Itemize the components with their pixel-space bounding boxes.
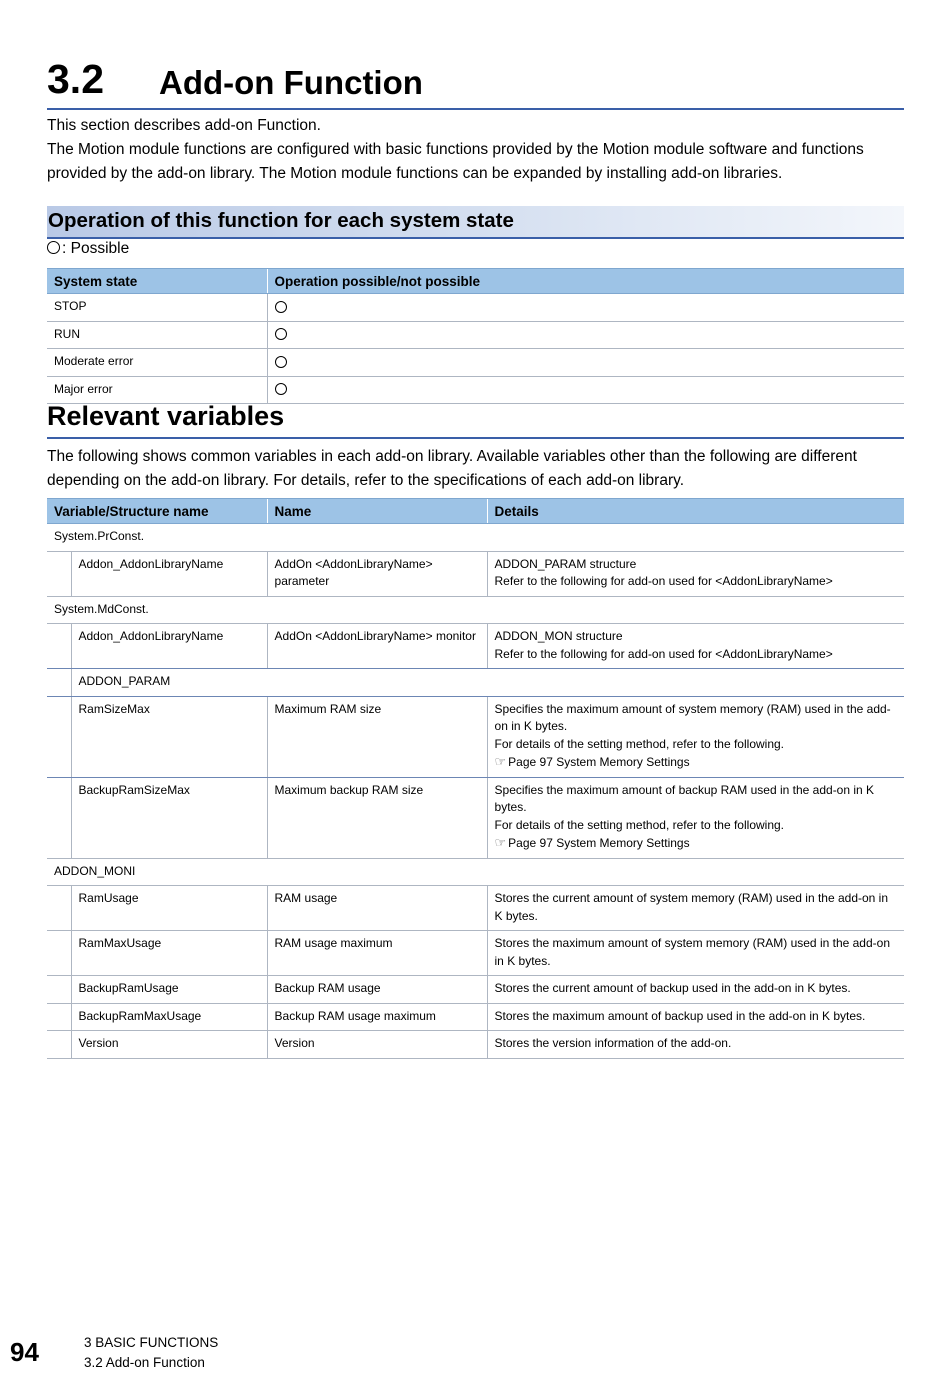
operation-heading: Operation of this function for each system state — [48, 209, 514, 232]
variable-cell: RamSizeMax — [71, 696, 267, 777]
section-title-text: Add-on Function — [159, 64, 423, 101]
circle-icon — [275, 356, 287, 368]
name-cell: AddOn <AddonLibraryName> monitor — [267, 624, 487, 669]
table-row — [47, 696, 904, 777]
name-cell: RAM usage — [267, 886, 487, 931]
indent-cell — [47, 777, 71, 858]
pointing-hand-icon: ☞ — [494, 754, 507, 769]
name-line: parameter — [274, 574, 330, 588]
operation-heading-bar — [47, 206, 904, 239]
possible-legend — [47, 240, 129, 258]
reference-text[interactable]: Page 97 System Memory Settings — [508, 836, 690, 850]
name-cell: RAM usage maximum — [267, 931, 487, 976]
page-number: 94 — [10, 1337, 39, 1367]
intro-line-1: This section describes add-on Function. — [47, 117, 321, 134]
details-line: ADDON_PARAM structure — [494, 556, 637, 571]
group-label: ADDON_PARAM — [71, 669, 904, 697]
group-label: ADDON_MONI — [47, 858, 904, 886]
table-row — [47, 551, 904, 596]
table-header-row — [47, 499, 904, 524]
name-cell: Backup RAM usage — [267, 976, 487, 1004]
name-line: AddOn <AddonLibraryName> — [274, 556, 433, 571]
column-header: Variable/Structure name — [47, 499, 267, 524]
table-row — [47, 931, 904, 976]
details-cell — [487, 624, 904, 669]
name-cell: Version — [267, 1031, 487, 1059]
intro-text — [47, 114, 904, 186]
details-cell: Stores the current amount of backup used in the add-on in K bytes. — [487, 976, 904, 1004]
indent-cell — [47, 976, 71, 1004]
table-row — [47, 624, 904, 669]
indent-cell — [47, 551, 71, 596]
indent-cell — [47, 1031, 71, 1059]
operation-table — [47, 268, 904, 404]
variable-cell: Addon_AddonLibraryName — [71, 624, 267, 669]
column-header: System state — [47, 269, 267, 294]
system-state-cell: STOP — [47, 294, 267, 322]
legend-text: : Possible — [62, 240, 130, 257]
footer-section: 3.2 Add-on Function — [84, 1355, 205, 1370]
indent-cell — [47, 624, 71, 669]
system-state-cell: Moderate error — [47, 349, 267, 377]
table-row — [47, 886, 904, 931]
indent-cell — [47, 886, 71, 931]
intro-line-2: The Motion module functions are configured with basic functions provided by the Motion module software and functions provided by the add-on library. The Motion module functions can be expanded by installing add-on libraries. — [47, 141, 864, 182]
variable-cell: Addon_AddonLibraryName — [71, 551, 267, 596]
circle-icon — [275, 383, 287, 395]
group-row — [47, 524, 904, 552]
reference-link[interactable] — [495, 834, 897, 853]
name-cell: Maximum RAM size — [267, 696, 487, 777]
group-label: System.PrConst. — [47, 524, 904, 552]
variable-cell: BackupRamSizeMax — [71, 777, 267, 858]
footer-chapter: 3 BASIC FUNCTIONS — [84, 1335, 219, 1350]
table-row — [47, 777, 904, 858]
indent-cell — [47, 669, 71, 697]
table-header-row — [47, 269, 904, 294]
details-line: Specifies the maximum amount of system memory (RAM) used in the add-on in K bytes. — [494, 701, 891, 733]
possible-cell — [267, 294, 904, 322]
table-row — [47, 349, 904, 377]
variable-cell: RamMaxUsage — [71, 931, 267, 976]
circle-icon — [275, 328, 287, 340]
table-row — [47, 321, 904, 349]
table-row — [47, 976, 904, 1004]
details-cell — [487, 551, 904, 596]
details-line: Refer to the following for add-on used for <AddonLibraryName> — [494, 574, 833, 588]
circle-icon — [47, 241, 60, 254]
details-cell: Stores the current amount of system memory (RAM) used in the add-on in K bytes. — [487, 886, 904, 931]
indent-cell — [47, 696, 71, 777]
footer-breadcrumb — [84, 1333, 218, 1373]
table-row — [47, 294, 904, 322]
pointing-hand-icon: ☞ — [494, 835, 507, 850]
reference-text[interactable]: Page 97 System Memory Settings — [508, 755, 690, 769]
system-state-cell: RUN — [47, 321, 267, 349]
details-line: ADDON_MON structure — [494, 629, 623, 643]
group-row — [47, 858, 904, 886]
indent-cell — [47, 1003, 71, 1031]
variable-cell: BackupRamMaxUsage — [71, 1003, 267, 1031]
details-line: For details of the setting method, refer to the following. — [494, 817, 785, 832]
table-row — [47, 1031, 904, 1059]
details-cell — [487, 696, 904, 777]
relevant-intro-text: The following shows common variables in each add-on library. Available variables other than the following are different depending on the add-on library. For details, refer to the specifications of each add-on library. — [47, 448, 857, 489]
name-cell — [267, 551, 487, 596]
possible-cell — [267, 349, 904, 377]
details-cell — [487, 777, 904, 858]
variable-cell: Version — [71, 1031, 267, 1059]
name-cell: Maximum backup RAM size — [267, 777, 487, 858]
details-line: Refer to the following for add-on used for <AddonLibraryName> — [494, 646, 833, 661]
possible-cell — [267, 321, 904, 349]
relevant-variables-heading: Relevant variables — [47, 401, 285, 431]
details-line: Specifies the maximum amount of backup RAM used in the add-on in K bytes. — [494, 782, 875, 814]
details-cell: Stores the maximum amount of system memory (RAM) used in the add-on in K bytes. — [487, 931, 904, 976]
indent-cell — [47, 931, 71, 976]
details-cell: Stores the version information of the add-on. — [487, 1031, 904, 1059]
section-number: 3.2 — [47, 56, 104, 102]
details-cell: Stores the maximum amount of backup used in the add-on in K bytes. — [487, 1003, 904, 1031]
variable-cell: RamUsage — [71, 886, 267, 931]
relevant-variables-table — [47, 498, 904, 1059]
circle-icon — [275, 301, 287, 313]
system-state-cell: Major error — [47, 376, 267, 404]
relevant-variables-heading-bar — [47, 400, 904, 439]
column-header: Details — [487, 499, 904, 524]
table-row — [47, 1003, 904, 1031]
variable-cell: BackupRamUsage — [71, 976, 267, 1004]
group-label: System.MdConst. — [47, 596, 904, 624]
relevant-intro — [47, 445, 904, 493]
reference-link[interactable] — [495, 753, 897, 772]
details-line: For details of the setting method, refer to the following. — [494, 736, 785, 751]
group-row — [47, 669, 904, 697]
group-row — [47, 596, 904, 624]
section-title — [47, 56, 904, 110]
column-header: Name — [267, 499, 487, 524]
column-header: Operation possible/not possible — [267, 269, 904, 294]
name-cell: Backup RAM usage maximum — [267, 1003, 487, 1031]
